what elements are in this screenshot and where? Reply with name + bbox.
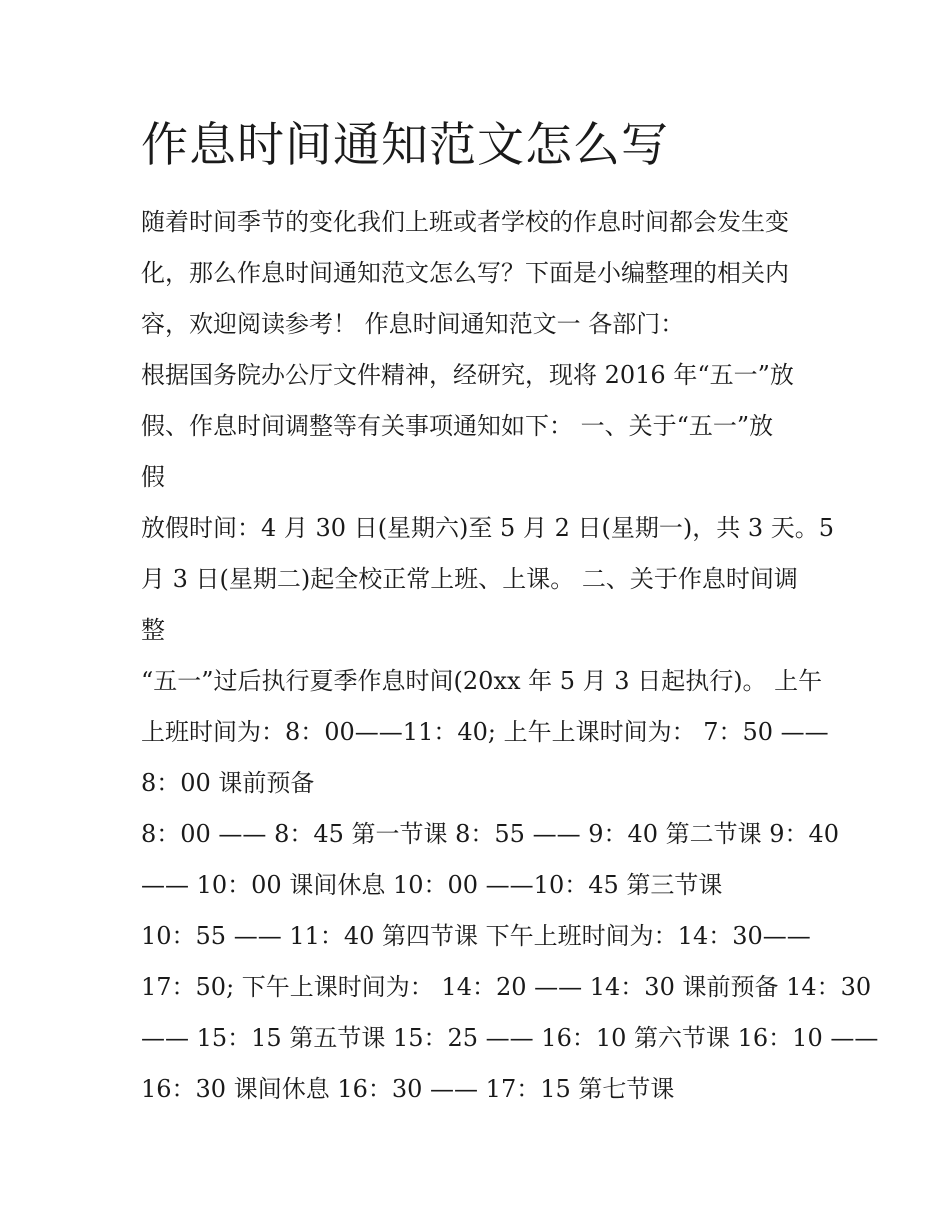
body-line: 整: [141, 616, 165, 644]
body-line: 8：00 —— 8：45 第一节课 8：55 —— 9：40 第二节课 9：40: [141, 820, 840, 848]
body-line: —— 15：15 第五节课 15：25 —— 16：10 第六节课 16：10 ——: [141, 1024, 879, 1052]
body-line: 10：55 —— 11：40 第四节课 下午上班时间为：14：30——: [141, 922, 811, 950]
body-line: 随着时间季节的变化我们上班或者学校的作息时间都会发生变: [141, 208, 789, 236]
body-line: 假、作息时间调整等有关事项通知如下： 一、关于“五一”放: [141, 412, 774, 440]
body-line: 8：00 课前预备: [141, 769, 315, 797]
body-line: 17：50; 下午上课时间为： 14：20 —— 14：30 课前预备 14：30: [141, 973, 872, 1001]
body-line: 16：30 课间休息 16：30 —— 17：15 第七节课: [141, 1075, 675, 1103]
body-line: 假: [141, 463, 165, 491]
body-line: 上班时间为：8：00——11：40; 上午上课时间为： 7：50 ——: [141, 718, 829, 746]
document-body: [141, 197, 879, 1115]
body-line: —— 10：00 课间休息 10：00 ——10：45 第三节课: [141, 871, 723, 899]
body-line: 月 3 日(星期二)起全校正常上班、上课。 二、关于作息时间调: [141, 565, 798, 593]
body-line: 放假时间：4 月 30 日(星期六)至 5 月 2 日(星期一)，共 3 天。5: [141, 514, 834, 542]
body-line: 容，欢迎阅读参考！ 作息时间通知范文一 各部门：: [141, 310, 685, 338]
document-title: 作息时间通知范文怎么写: [141, 118, 669, 173]
body-line: “五一”过后执行夏季作息时间(20xx 年 5 月 3 日起执行)。 上午: [141, 667, 823, 695]
body-line: 根据国务院办公厅文件精神，经研究，现将 2016 年“五一”放: [141, 361, 794, 389]
body-line: 化，那么作息时间通知范文怎么写？下面是小编整理的相关内: [141, 259, 789, 287]
